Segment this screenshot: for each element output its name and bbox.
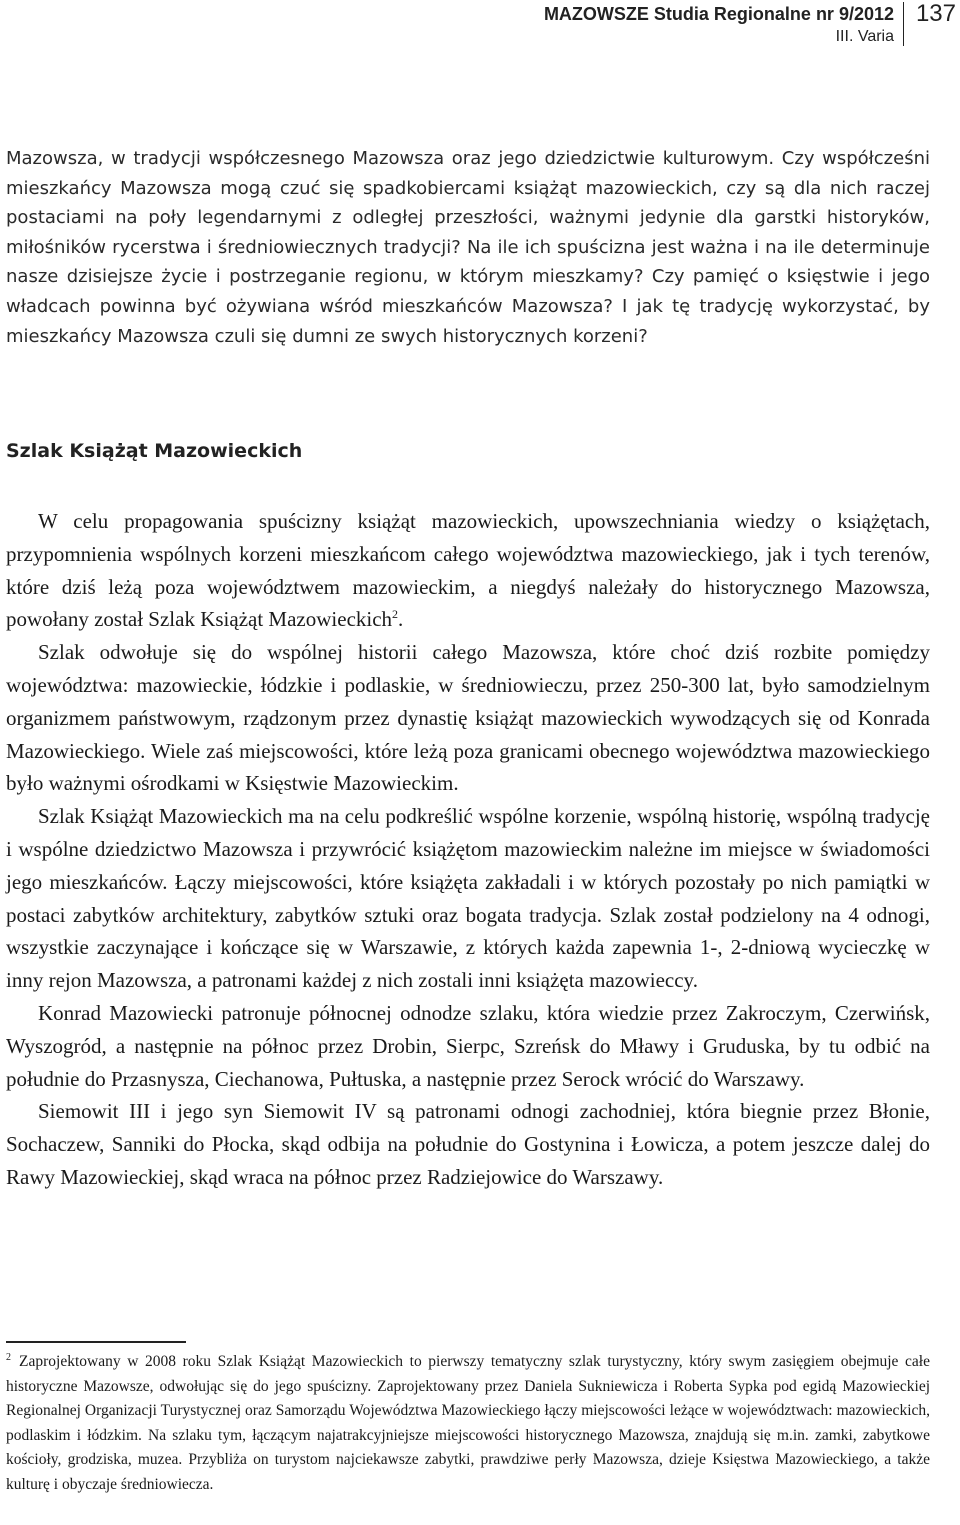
footnote-mark: 2 xyxy=(6,1351,11,1363)
page-number: 137 xyxy=(915,0,956,27)
article-body xyxy=(6,505,930,1194)
section-heading: Szlak Książąt Mazowieckich xyxy=(6,440,303,462)
paragraph-5: Siemowit III i jego syn Siemowit IV są patronami odnogi zachodniej, która biegnie przez Błonie, Sochaczew, Sanniki do Płocka, skąd odbija na południe do Gostynina i Łowicza, a potem jeszcze dalej do Rawy Mazowieckiej, skąd wraca na północ przez Radziejowice do Warszawy. xyxy=(6,1099,930,1189)
footnote-reference[interactable]: 2 xyxy=(392,607,399,622)
paragraph-4: Konrad Mazowiecki patronuje północnej odnodze szlaku, która wiedzie przez Zakroczym, Czerwińsk, Wyszogród, a następnie na północ przez Drobin, Sierpc, Szreńsk do Mławy i Gruduska, by tu odbić na południe do Przasnysza, Ciechanowa, Pułtuska, a następnie przez Serock wrócić do Warszawy. xyxy=(6,1000,930,1091)
header-divider xyxy=(903,2,904,46)
paragraph-3: Szlak Książąt Mazowieckich ma na celu podkreślić wspólne korzenie, wspólną historię, wspólną tradycję i wspólne dziedzictwo Mazowsza i przywrócić książętom mazowieckim należne im miejsce w świadomości jego mieszkańców. Łączy miejscowości, które książęta zakładali i w których pozostały po nich pamiątki w postaci zabytków architektury, zabytków sztuki oraz bogata tradycja. Szlak został podzielony na 4 odnogi, wszystkie zaczynające i kończące się w Warszawie, z których każda zapewnia 1-, 2-dniową wycieczkę w inny rejon Mazowsza, a patronami każdej z nich zostali inni książęta mazowieccy. xyxy=(6,804,930,993)
paragraph-2: Szlak odwołuje się do wspólnej historii całego Mazowsza, które choć dziś rozbite pomiędzy województwa: mazowieckie, łódzkie i podlaskie, w średniowieczu, przez 250-300 lat, było samodzielnym organizmem państwowym, rządzonym przez dynastię książąt mazowieckich wywodzących się od Konrada Mazowieckiego. Wiele zaś miejscowości, które leżą poza granicami obecnego województwa mazowieckiego było ważnymi ośrodkami w Księstwie Mazowieckim. xyxy=(6,640,930,796)
footnote-divider xyxy=(6,1341,186,1343)
footnote-text: Zaprojektowany w 2008 roku Szlak Książąt Mazowieckich to pierwszy tematyczny szlak turystyczny, który swym zasięgiem obejmuje całe historyczne Mazowsze, odwołując się do jego spuścizny. Zaprojektowany przez Daniela Sukniewicza i Roberta Sypka pod egidą Mazowieckiej Regionalnej Organizacji Turystycznej oraz Samorządu Województwa Mazowieckiego łączy miejscowości leżące w województwach: mazowieckich, podlaskim i łódzkim. Na szlaku tym, łączącym najatrakcyjniejsze miejscowości historycznego Mazowsza, znajdują się m.in. zamki, zabytkowe kościoły, grodziska, muzea. Przybliża on turystom najciekawsze zabytki, prawdziwe perły Mazowsza, dzieje Księstwa Mazowieckiego, a także kulturę i obyczaje średniowiecza. xyxy=(6,1353,930,1493)
section-label: III. Varia xyxy=(835,28,894,45)
running-header xyxy=(400,2,960,48)
paragraph-1-end: . xyxy=(398,607,404,632)
paragraph-1-text: W celu propagowania spuścizny książąt mazowieckich, upowszechniania wiedzy o książętach, przypomnienia wspólnych korzeni mieszkańcom całego województwa mazowieckiego, jak i tych terenów, które dziś leżą poza województwem mazowieckim, a niegdyś należały do historycznego Mazowsza, powołany został Szlak Książąt Mazowieckich xyxy=(6,509,930,632)
paragraph-1 xyxy=(6,505,930,636)
intro-paragraph: Mazowsza, w tradycji współczesnego Mazowsza oraz jego dziedzictwie kulturowym. Czy współcześni mieszkańcy Mazowsza mogą czuć się spadkobiercami książąt mazowieckich, czy są dla nich raczej postaciami na poły legendarnymi z odległej przeszłości, ważnymi jedynie dla garstki historyków, miłośników rycerstwa i średniowiecznych tradycji? Na ile ich spuścizna jest ważna i na ile determinuje nasze dzisiejsze życie i postrzeganie regionu, w którym mieszkamy? Czy pamięć o księstwie i jego władcach powinna być ożywiana wśród mieszkańców Mazowsza? I jak tę tradycję wykorzystać, by mieszkańcy Mazowsza czuli się dumni ze swych historycznych korzeni? xyxy=(6,148,930,347)
journal-title: MAZOWSZE Studia Regionalne nr 9/2012 xyxy=(543,4,894,24)
footnote xyxy=(6,1350,930,1497)
